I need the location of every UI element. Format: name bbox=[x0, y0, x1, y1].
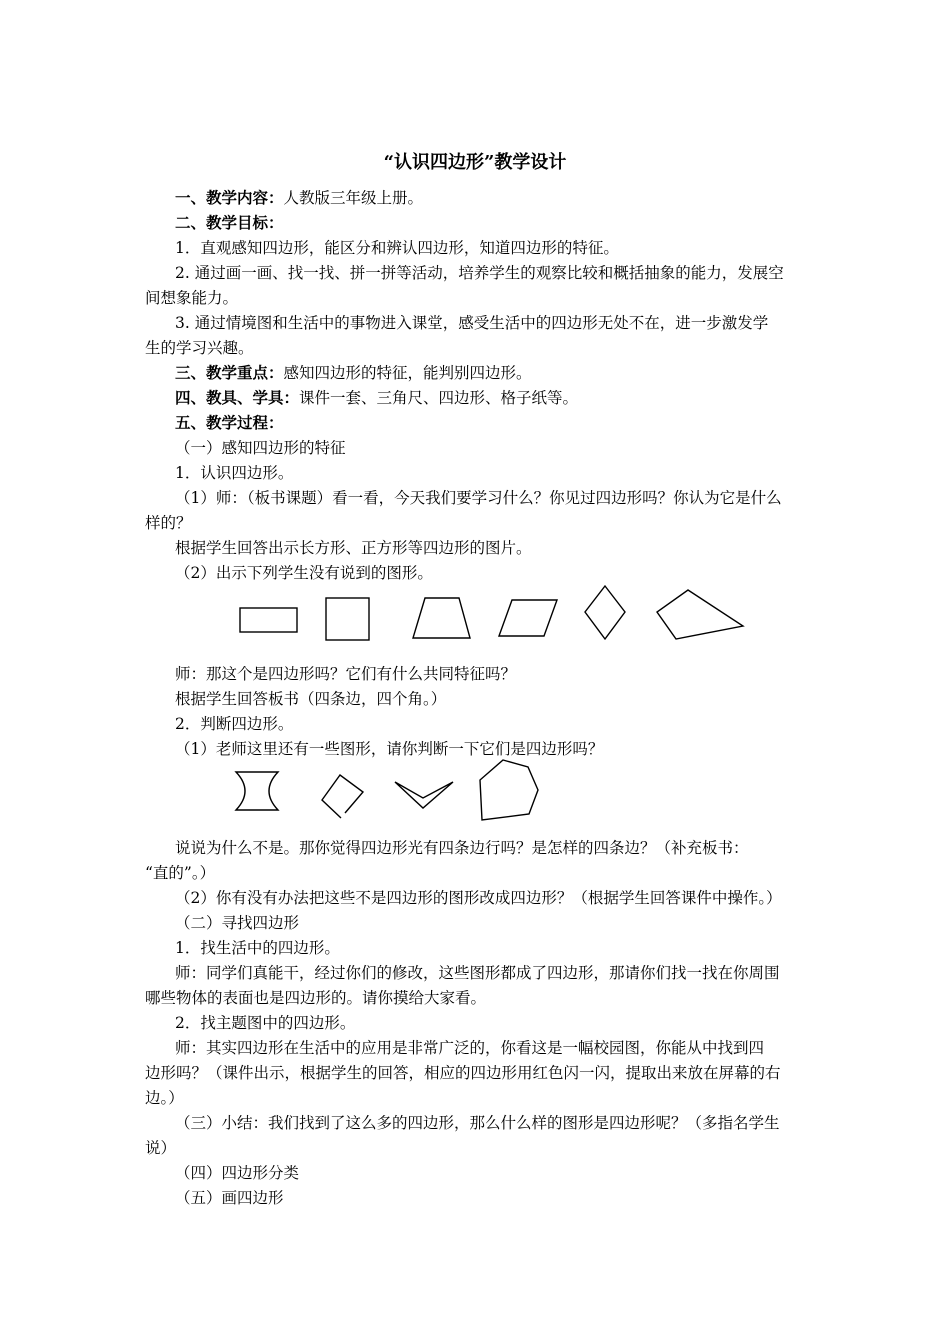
polygon-many-sides-shape bbox=[480, 760, 538, 820]
step-1-1-line-2: 样的？ bbox=[145, 514, 192, 532]
goal-2-line-1: 2. 通过画一画、找一找、拼一拼等活动，培养学生的观察比较和概括抽象的能力，发展空 bbox=[175, 264, 784, 282]
summary-line-2: 说） bbox=[145, 1139, 177, 1157]
step-1: 1．认识四边形。 bbox=[175, 464, 294, 482]
process-part-1: （一）感知四边形的特征 bbox=[175, 439, 346, 457]
find-step-2: 2．找主题图中的四边形。 bbox=[175, 1014, 356, 1032]
document-title: “认识四边形”教学设计 bbox=[383, 152, 567, 173]
open-shape bbox=[322, 775, 363, 818]
find-step-2-line-1: 师：其实四边形在生活中的应用是非常广泛的，你看这是一幅校园图，你能从中找到四 bbox=[175, 1039, 765, 1057]
find-step-1: 1．找生活中的四边形。 bbox=[175, 939, 340, 957]
summary-line-1: （三）小结：我们找到了这么多的四边形，那么什么样的图形是四边形呢？（多指名学生 bbox=[175, 1114, 780, 1132]
step-1-2: （2）出示下列学生没有说到的图形。 bbox=[175, 564, 433, 582]
process-part-5: （五）画四边形 bbox=[175, 1189, 284, 1207]
step-2-1: （1）老师这里还有一些图形，请你判断一下它们是四边形吗？ bbox=[175, 740, 604, 758]
paragraph-show-pictures: 根据学生回答出示长方形、正方形等四边形的图片。 bbox=[175, 539, 532, 557]
goal-3-line-1: 3. 通过情境图和生活中的事物进入课堂，感受生活中的四边形无处不在，进一步激发学 bbox=[175, 314, 769, 332]
goal-2-line-2: 间想象能力。 bbox=[145, 289, 239, 307]
find-step-1-line-1: 师：同学们真能干，经过你们的修改，这些图形都成了四边形，那请你们找一找在你周围 bbox=[175, 964, 780, 982]
section-label: 三、教学重点： bbox=[175, 363, 284, 382]
process-part-4: （四）四边形分类 bbox=[175, 1164, 300, 1182]
section-label: 一、教学内容： bbox=[175, 188, 284, 207]
find-step-2-line-2: 边形吗？（课件出示，根据学生的回答，相应的四边形用红色闪一闪，提取出来放在屏幕的右 bbox=[145, 1064, 781, 1082]
concave-shape bbox=[395, 782, 453, 808]
teacher-question: 师：那这个是四边形吗？它们有什么共同特征吗？ bbox=[175, 665, 517, 683]
board-writing: 根据学生回答板书（四条边，四个角。） bbox=[175, 690, 447, 708]
section-text: 课件一套、三角尺、四边形、格子纸等。 bbox=[299, 389, 579, 407]
find-step-1-line-2: 哪些物体的表面也是四边形的。请你摸给大家看。 bbox=[145, 989, 487, 1007]
step-1-1-line-1: （1）师：（板书课题）看一看，今天我们要学习什么？你见过四边形吗？你认为它是什么 bbox=[175, 489, 782, 507]
discussion-line-2: “直的”。） bbox=[145, 864, 216, 882]
step-2: 2．判断四边形。 bbox=[175, 715, 294, 733]
section-text: 感知四边形的特征，能判别四边形。 bbox=[283, 364, 532, 382]
section-label: 四、教具、学具： bbox=[175, 388, 300, 407]
curved-sides-shape bbox=[236, 772, 278, 810]
discussion-line-1: 说说为什么不是。那你觉得四边形光有四条边行吗？是怎样的四条边？（补充板书： bbox=[175, 839, 749, 857]
section-teaching-goals: 二、教学目标： bbox=[175, 213, 284, 232]
find-step-2-line-3: 边。） bbox=[145, 1089, 184, 1107]
goal-1: 1．直观感知四边形，能区分和辨认四边形，知道四边形的特征。 bbox=[175, 239, 619, 257]
goal-3-line-2: 生的学习兴趣。 bbox=[145, 339, 254, 357]
process-part-2: （二）寻找四边形 bbox=[175, 914, 300, 932]
section-text: 人教版三年级上册。 bbox=[283, 189, 424, 207]
step-2-2: （2）你有没有办法把这些不是四边形的图形改成四边形？（根据学生回答课件中操作。） bbox=[175, 889, 782, 907]
section-teaching-process: 五、教学过程： bbox=[175, 413, 284, 432]
